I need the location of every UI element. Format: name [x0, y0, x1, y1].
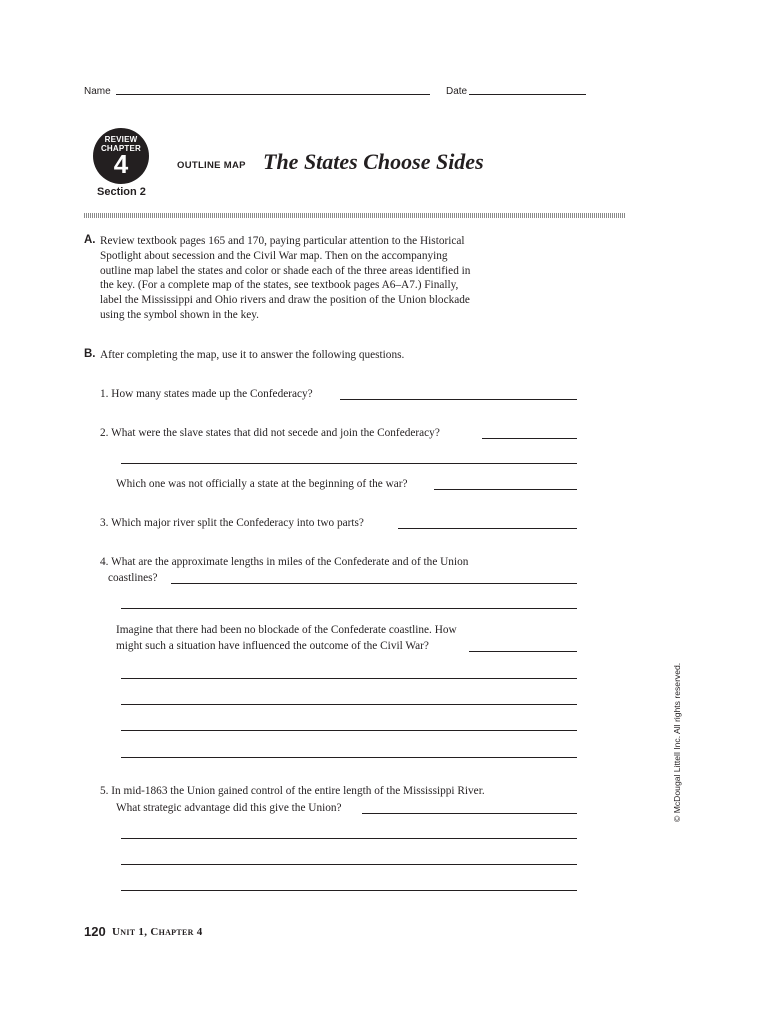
answer-line-q4b-1[interactable] — [121, 678, 577, 679]
answer-line-q2b[interactable] — [434, 489, 577, 490]
answer-line-q4b[interactable] — [469, 651, 577, 652]
answer-line-q2[interactable] — [482, 438, 577, 439]
question-5: 5. In mid-1863 the Union gained control of the entire length of the Mississippi River. — [100, 785, 485, 797]
part-a-line: the key. (For a complete map of the states, see textbook pages A6–A7.) Finally, — [100, 279, 459, 292]
part-a-marker: A. — [84, 234, 96, 246]
section-label: Section 2 — [97, 186, 146, 198]
part-a-line: label the Mississippi and Ohio rivers and draw the position of the Union blockade — [100, 294, 470, 307]
answer-line-q3[interactable] — [398, 528, 577, 529]
answer-line-q4b-2[interactable] — [121, 704, 577, 705]
question-3: 3. Which major river split the Confederacy into two parts? — [100, 517, 364, 529]
badge-chapter-number: 4 — [113, 149, 129, 179]
answer-line-q4[interactable] — [171, 583, 577, 584]
part-a-line: using the symbol shown in the key. — [100, 308, 259, 321]
answer-line-q5[interactable] — [362, 813, 577, 814]
part-b-marker: B. — [84, 348, 96, 360]
question-4b-continued: might such a situation have influenced the outcome of the Civil War? — [116, 640, 429, 652]
part-a-instructions — [100, 234, 470, 323]
answer-line-q1[interactable] — [340, 399, 577, 400]
answer-line-q4b-3[interactable] — [121, 730, 577, 731]
divider-bar — [84, 213, 626, 218]
page-number: 120 — [84, 924, 106, 939]
question-4: 4. What are the approximate lengths in miles of the Confederate and of the Union — [100, 556, 469, 568]
question-2: 2. What were the slave states that did not secede and join the Confederacy? — [100, 427, 440, 439]
outline-map-label: OUTLINE MAP — [177, 160, 246, 171]
badge-line2: CHAPTER — [100, 144, 142, 153]
part-a-line: outline map label the states and color or shade each of the three areas identified in — [100, 264, 471, 277]
answer-line-q4b-4[interactable] — [121, 757, 577, 758]
date-label: Date — [446, 86, 468, 97]
name-field[interactable] — [116, 94, 430, 95]
page-title: The States Choose Sides — [263, 149, 484, 174]
name-label: Name — [84, 86, 111, 97]
answer-line-q4-continued[interactable] — [121, 608, 577, 609]
question-1: 1. How many states made up the Confederacy? — [100, 388, 313, 400]
question-4b: Imagine that there had been no blockade of the Confederate coastline. How — [116, 624, 457, 636]
footer-unit-chapter: Unit 1, Chapter 4 — [112, 926, 203, 938]
question-5-continued: What strategic advantage did this give the Union? — [116, 802, 342, 814]
date-field[interactable] — [469, 94, 586, 95]
part-a-line: Spotlight about secession and the Civil War map. Then on the accompanying — [100, 249, 448, 262]
answer-line-q2-continued[interactable] — [121, 463, 577, 464]
review-chapter-badge — [93, 128, 149, 184]
answer-line-q5-3[interactable] — [121, 890, 577, 891]
part-a-line: Review textbook pages 165 and 170, paying particular attention to the Historical — [100, 235, 465, 247]
badge-line1: REVIEW — [104, 135, 138, 144]
answer-line-q5-2[interactable] — [121, 864, 577, 865]
copyright-notice: © McDougal Littell Inc. All rights reserved. — [672, 662, 682, 822]
question-4-continued: coastlines? — [108, 572, 158, 584]
answer-line-q5-1[interactable] — [121, 838, 577, 839]
part-b-instructions: After completing the map, use it to answer the following questions. — [100, 349, 405, 361]
question-2b: Which one was not officially a state at the beginning of the war? — [116, 478, 408, 490]
